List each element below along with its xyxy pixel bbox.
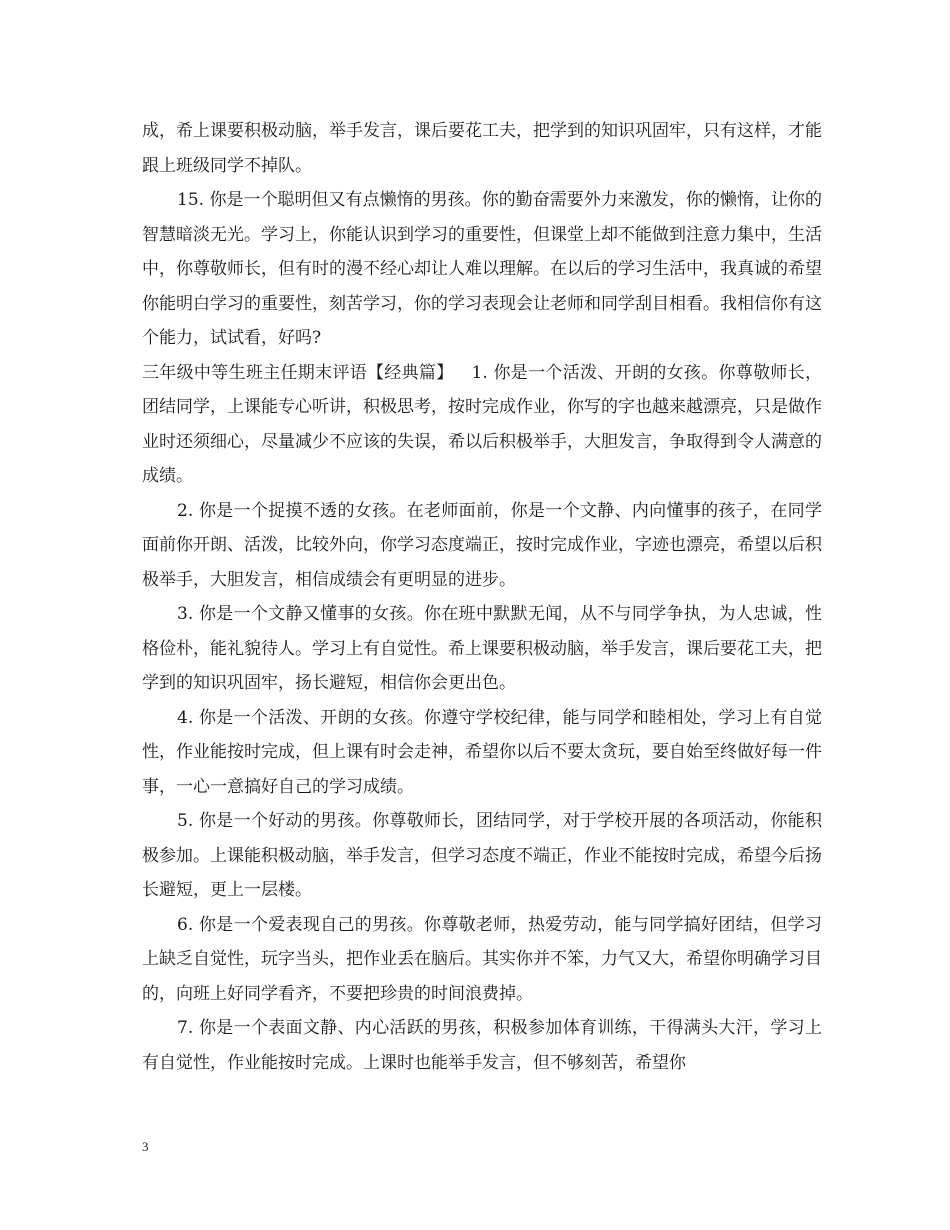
paragraph-item-5: 5. 你是一个好动的男孩。你尊敬师长，团结同学，对于学校开展的各项活动，你能积极参加。上课能积极动脑，举手发言，但学习态度不端正，作业不能按时完成，希望今后扬长避短，更上一层楼。 <box>142 811 822 900</box>
paragraph-item-4: 4. 你是一个活泼、开朗的女孩。你遵守学校纪律，能与同学和睦相处，学习上有自觉性，作业能按时完成，但上课有时会走神，希望你以后不要太贪玩，要自始至终做好每一件事，一心一意搞好自己的学习成绩。 <box>142 707 822 797</box>
paragraph-item-15: 15. 你是一个聪明但又有点懒惰的男孩。你的勤奋需要外力来激发，你的懒惰，让你的智慧暗淡无光。学习上，你能认识到学习的重要性，但课堂上却不能做到注意力集中，生活中，你尊敬师长，但有时的漫不经心却让人难以理解。在以后的学习生活中，我真诚的希望你能明白学习的重要性，刻苦学习，你的学习表现会让老师和同学刮目相看。我相信你有这个能力，试试看，好吗? <box>142 190 822 348</box>
paragraph-item-1: 1. 你是一个活泼、开朗的女孩。你尊敬师长，团结同学，上课能专心听讲，积极思考，按时完成作业，你写的字也越来越漂亮，只是做作业时还须细心，尽量减少不应该的失误，希以后积极举手，大胆发言，争取得到令人满意的成绩。 <box>142 362 823 486</box>
paragraph-item-2: 2. 你是一个捉摸不透的女孩。在老师面前，你是一个文静、内向懂事的孩子，在同学面前你开朗、活泼，比较外向，你学习态度端正，按时完成作业，字迹也漂亮，希望以后积极举手，大胆发言，相信成绩会有更明显的进步。 <box>142 500 822 590</box>
page-number: 3 <box>142 1139 149 1154</box>
paragraph-item-6: 6. 你是一个爱表现自己的男孩。你尊敬老师，热爱劳动，能与同学搞好团结，但学习上缺乏自觉性，玩字当头，把作业丢在脑后。其实你并不笨，力气又大，希望你明确学习目的，向班上好同学看齐，不要把珍贵的时间浪费掉。 <box>142 914 822 1004</box>
paragraph-item-3: 3. 你是一个文静又懂事的女孩。你在班中默默无闻，从不与同学争执，为人忠诚，性格俭朴，能礼貌待人。学习上有自觉性。希上课要积极动脑，举手发言，课后要花工夫，把学到的知识巩固牢，扬长避短，相信你会更出色。 <box>142 604 822 693</box>
section-heading: 三年级中等生班主任期末评语【经典篇】 <box>142 362 454 383</box>
paragraph-item-7: 7. 你是一个表面文静、内心活跃的男孩，积极参加体育训练，干得满头大汗，学习上有自觉性，作业能按时完成。上课时也能举手发言，但不够刻苦，希望你 <box>142 1018 822 1073</box>
section-start-paragraph <box>142 356 822 494</box>
document-body <box>142 114 822 1080</box>
paragraph-continuation: 成，希上课要积极动脑，举手发言，课后要花工夫，把学到的知识巩固牢，只有这样，才能跟上班级同学不掉队。 <box>142 121 822 176</box>
